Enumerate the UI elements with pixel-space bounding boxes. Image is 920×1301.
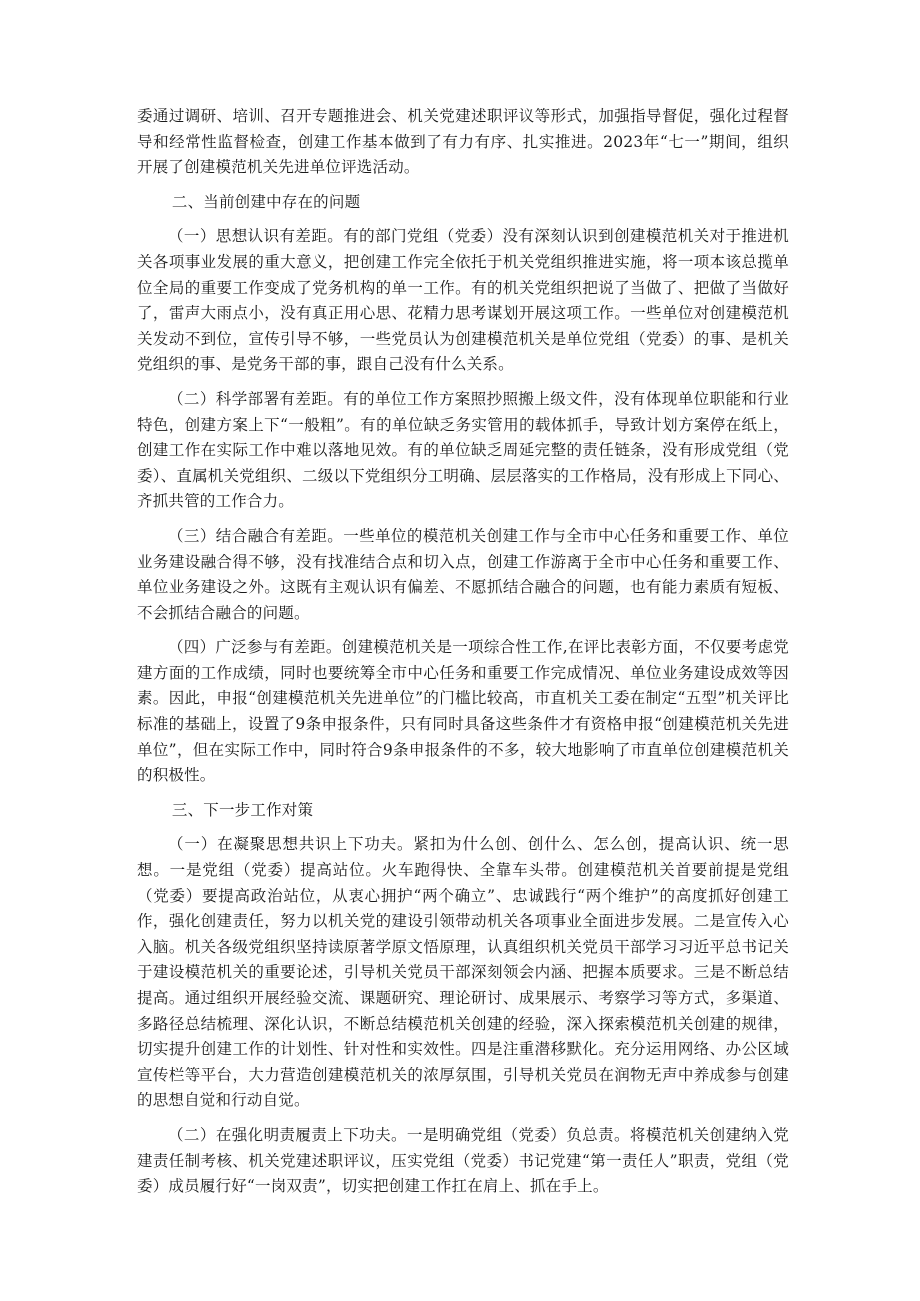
paragraph-continuation: 委通过调研、培训、召开专题推进会、机关党建述职评议等形式，加强指导督促，强化过程督导和经常性监督检查，创建工作基本做到了有力有序、扎实推进。2023年“七一”期间，组织开展了创建模范机关先进单位评选活动。	[137, 107, 789, 177]
paragraph-problem-2: （二）科学部署有差距。有的单位工作方案照抄照搬上级文件，没有体现单位职能和行业特色，创建方案上下“一般粗”。有的单位缺乏务实管用的载体抓手，导致计划方案停在纸上，创建工作在实际工作中难以落地见效。有的单位缺乏周延完整的责任链条，没有形成党组（党委）、直属机关党组织、二级以下党组织分工明确、层层落实的工作格局，没有形成上下同心、齐抓共管的工作合力。	[137, 389, 789, 511]
paragraph-measure-2: （二）在强化明责履责上下功夫。一是明确党组（党委）负总责。将模范机关创建纳入党建责任制考核、机关党建述职评议，压实党组（党委）书记党建“第一责任人”职责，党组（党委）成员履行好“一岗双责”，切实把创建工作扛在肩上、抓在手上。	[137, 1125, 789, 1196]
section-heading-measures: 三、下一步工作对策	[171, 800, 314, 819]
paragraph-problem-1: （一）思想认识有差距。有的部门党组（党委）没有深刻认识到创建模范机关对于推进机关各项事业发展的重大意义，把创建工作完全依托于机关党组织推进实施，将一项本该总揽单位全局的重要工作变成了党务机构的单一工作。有的机关党组织把说了当做了、把做了当做好了，雷声大雨点小，没有真正用心思、花精力思考谋划开展这项工作。一些单位对创建模范机关发动不到位，宣传引导不够，一些党员认为创建模范机关是单位党组（党委）的事、是机关党组织的事、是党务干部的事，跟自己没有什么关系。	[137, 227, 789, 374]
paragraph-problem-4: （四）广泛参与有差距。创建模范机关是一项综合性工作,在评比表彰方面，不仅要考虑党建方面的工作成绩，同时也要统筹全市中心任务和重要工作完成情况、单位业务建设成效等因素。因此，申报“创建模范机关先进单位”的门槛比较高，市直机关工委在制定“五型”机关评比标准的基础上，设置了9条申报条件，只有同时具备这些条件才有资格申报“创建模范机关先进单位”，但在实际工作中，同时符合9条申报条件的不多，较大地影响了市直单位创建模范机关的积极性。	[137, 638, 789, 785]
section-heading-problems: 二、当前创建中存在的问题	[171, 192, 361, 211]
document-page	[137, 104, 789, 1200]
paragraph-problem-3: （三）结合融合有差距。一些单位的模范机关创建工作与全市中心任务和重要工作、单位业务建设融合得不够，没有找准结合点和切入点，创建工作游离于全市中心任务和重要工作、单位业务建设之外。这既有主观认识有偏差、不愿抓结合融合的问题，也有能力素质有短板、不会抓结合融合的问题。	[137, 526, 789, 622]
paragraph-measure-1: （一）在凝聚思想共识上下功夫。紧扣为什么创、创什么、怎么创，提高认识、统一思想。一是党组（党委）提高站位。火车跑得快、全靠车头带。创建模范机关首要前提是党组（党委）要提高政治站位，从衷心拥护“两个确立”、忠诚践行“两个维护”的高度抓好创建工作，强化创建责任，努力以机关党的建设引领带动机关各项事业全面进步发展。二是宣传入心入脑。机关各级党组织坚持读原著学原文悟原理，认真组织机关党员干部学习习近平总书记关于建设模范机关的重要论述，引导机关党员干部深刻领会内涵、把握本质要求。三是不断总结提高。通过组织开展经验交流、课题研究、理论研讨、成果展示、考察学习等方式，多渠道、多路径总结梳理、深化认识，不断总结模范机关创建的经验，深入探索模范机关创建的规律，切实提升创建工作的计划性、针对性和实效性。四是注重潜移默化。充分运用网络、办公区域宣传栏等平台，大力营造创建模范机关的浓厚氛围，引导机关党员在润物无声中养成参与创建的思想自觉和行动自觉。	[137, 835, 789, 1110]
